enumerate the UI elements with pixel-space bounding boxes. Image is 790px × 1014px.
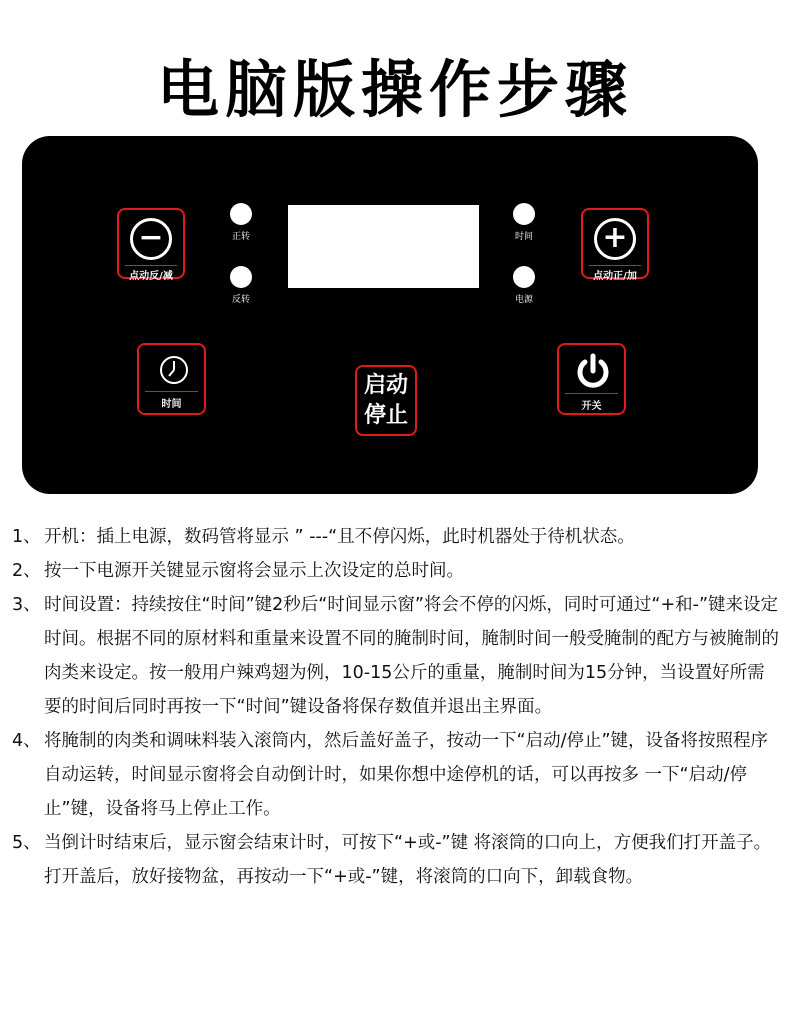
control-panel bbox=[22, 136, 758, 494]
button-divider bbox=[589, 265, 641, 266]
instruction-list bbox=[0, 520, 790, 894]
plus-button[interactable] bbox=[581, 208, 649, 282]
plus-icon: + bbox=[594, 218, 636, 260]
display-window bbox=[288, 205, 479, 288]
page-title: 电脑版操作步骤 bbox=[156, 53, 633, 126]
reverse-label: 反转 bbox=[231, 295, 250, 305]
power-button-label: 开关 bbox=[581, 401, 602, 412]
forward-indicator bbox=[230, 203, 252, 225]
list-item bbox=[0, 588, 790, 724]
list-item bbox=[0, 724, 790, 826]
button-divider bbox=[125, 265, 177, 266]
step-text: 按一下电源开关键显示窗将会显示上次设定的总时间。 bbox=[44, 561, 464, 581]
list-item bbox=[0, 826, 790, 894]
step-text: 开机：插上电源，数码管将显示 ” ---“且不停闪烁，此时机器处于待机状态。 bbox=[44, 527, 635, 547]
time-button[interactable] bbox=[137, 343, 206, 415]
step-number: 3、 bbox=[12, 595, 41, 615]
step-number: 4、 bbox=[12, 731, 41, 751]
time-indicator bbox=[513, 203, 535, 225]
step-number: 5、 bbox=[12, 833, 41, 853]
step-text: 将腌制的肉类和调味料装入滚筒内，然后盖好盖子，按动一下“启动/停止”键，设备将按照程序自动运转，时间显示窗将会自动倒计时，如果你想中途停机的话，可以再按多 一下“启动/停止”键，设备将马上停止工作。 bbox=[44, 731, 769, 819]
time-indicator-label: 时间 bbox=[514, 232, 533, 242]
minus-icon: − bbox=[130, 218, 172, 260]
list-item bbox=[0, 554, 790, 588]
step-number: 1、 bbox=[12, 527, 41, 547]
start-stop-button[interactable] bbox=[355, 365, 417, 436]
step-text: 当倒计时结束后，显示窗会结束计时，可按下“+或-”键 将滚筒的口向上，方便我们打开盖子。打开盖后，放好接物盆，再按动一下“+或-”键，将滚筒的口向下，卸载食物。 bbox=[44, 833, 772, 887]
step-text: 时间设置：持续按住“时间”键2秒后“时间显示窗”将会不停的闪烁，同时可通过“+和-”键来设定时间。根据不同的原材料和重量来设置不同的腌制时间，腌制时间一般受腌制的配方与被腌制的肉类来设定。按一般用户辣鸡翅为例，10-15公斤的重量，腌制时间为15分钟，当设置好所需要的时间后同时再按一下“时间”键设备将保存数值并退出主界面。 bbox=[44, 595, 779, 717]
minus-button[interactable] bbox=[117, 208, 185, 282]
button-divider bbox=[565, 393, 618, 394]
start-label: 启动 bbox=[363, 373, 408, 398]
plus-button-label: 点动正/加 bbox=[593, 271, 637, 282]
power-icon bbox=[573, 351, 613, 395]
power-indicator-label: 电源 bbox=[514, 295, 533, 305]
time-button-label: 时间 bbox=[161, 399, 182, 410]
step-number: 2、 bbox=[12, 561, 41, 581]
reverse-indicator bbox=[230, 266, 252, 288]
button-divider bbox=[145, 391, 198, 392]
clock-icon bbox=[159, 355, 189, 389]
power-indicator bbox=[513, 266, 535, 288]
power-button[interactable] bbox=[557, 343, 626, 415]
forward-label: 正转 bbox=[231, 232, 250, 242]
list-item bbox=[0, 520, 790, 554]
minus-button-label: 点动反/减 bbox=[129, 271, 173, 282]
stop-label: 停止 bbox=[363, 403, 408, 428]
